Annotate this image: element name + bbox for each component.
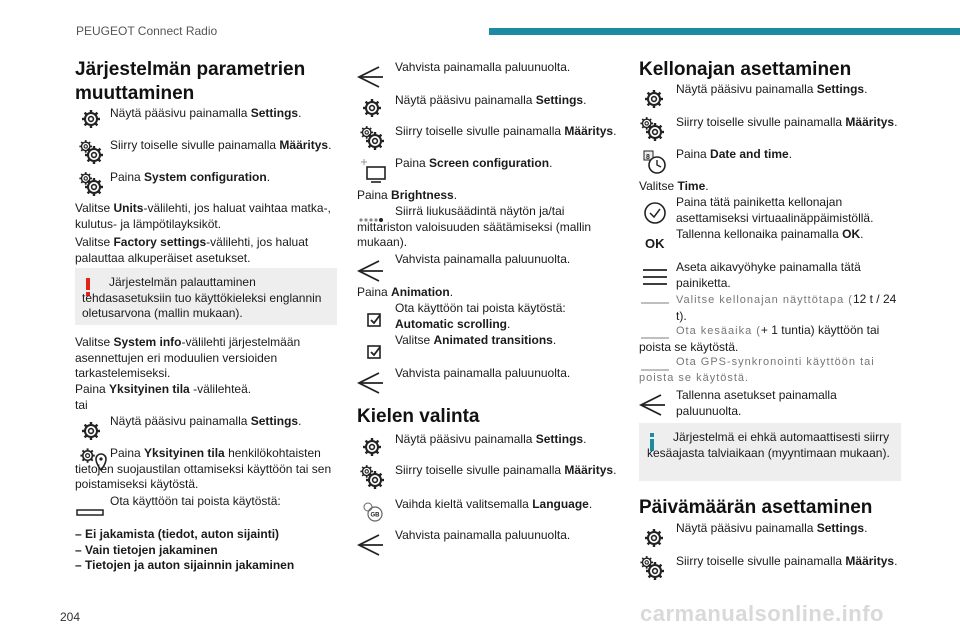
header-accent-bar <box>489 28 960 35</box>
info-text: Järjestelmä ei ehkä automaattisesti siirry kesäajasta talviaikaan (myyntimaan mukaan). <box>647 430 890 460</box>
back-arrow-icon <box>357 368 387 398</box>
gear-icon <box>78 106 108 136</box>
gear-double-icon <box>359 124 389 154</box>
gear-double-icon <box>639 115 669 145</box>
ok-icon: OK <box>645 236 665 251</box>
gear-double-icon <box>359 463 389 493</box>
toggle-line-icon <box>639 288 669 318</box>
section-heading: Kielen valinta <box>357 406 480 427</box>
list-item: – Ei jakamista (tiedot, auton sijainti) <box>75 527 280 541</box>
running-header: PEUGEOT Connect Radio <box>76 24 218 38</box>
paragraph-private: Paina Yksityinen tila -välilehteä. <box>75 382 252 396</box>
info-note <box>639 423 901 481</box>
paragraph-time: Valitse Time. <box>639 179 709 193</box>
warning-text: Järjestelmän palauttaminen tehdasasetuksiin tuo käyttökieleksi englannin oletusarvona (mallin mukaan). <box>82 275 322 320</box>
back-arrow-icon <box>639 390 669 420</box>
paragraph-private-mode: Paina Yksityinen tila henkilökohtaisten tietojen suojaustilan ottamiseksi käyttöön tai sen poistamiseksi käytöstä. <box>75 446 332 491</box>
gear-icon <box>641 86 671 116</box>
step-bold: Määritys <box>279 138 329 152</box>
section-heading: Päivämäärän asettaminen <box>639 497 873 518</box>
step-text: Ota käyttöön tai poista käytöstä: <box>110 494 281 508</box>
paragraph-slider: Siirrä liukusäädintä näytön ja/tai mittariston valoisuuden säätämiseksi (mallin mukaan). <box>357 204 592 249</box>
gear-double-icon <box>78 138 108 168</box>
gear-icon <box>359 434 389 464</box>
gear-icon <box>359 95 389 125</box>
svg-text:8: 8 <box>646 154 650 161</box>
section-heading: Järjestelmän parametrien muuttaminen <box>75 59 306 104</box>
gear-double-icon <box>78 170 108 200</box>
clock-edit-icon <box>641 199 671 229</box>
paragraph-units: Valitse Units-välilehti, jos haluat vaihtaa matka-, kulutus- ja lämpötilayksiköt. <box>75 201 331 231</box>
paragraph-dst: Ota kesäaika (+ 1 tuntia) käyttöön tai poista se käytöstä. <box>639 323 880 354</box>
paragraph-or: tai <box>75 398 88 412</box>
paragraph-factory: Valitse Factory settings-välilehti, jos haluat palauttaa alkuperäiset asetukset. <box>75 235 309 265</box>
back-arrow-icon <box>357 530 387 560</box>
gear-icon <box>78 418 108 448</box>
back-arrow-icon <box>357 256 387 286</box>
calendar-clock-icon <box>641 147 671 177</box>
warning-note <box>75 268 337 325</box>
checkbox-icon <box>359 337 389 367</box>
step-text: Näytä pääsivu painamalla <box>110 106 251 120</box>
list-item: – Tietojen ja auton sijainnin jakaminen <box>75 558 295 572</box>
list-item: – Vain tietojen jakaminen <box>75 542 218 557</box>
paragraph-brightness: Paina Brightness. <box>357 188 458 202</box>
paragraph-animation: Paina Animation. <box>357 285 454 299</box>
checkbox-icon <box>359 305 389 335</box>
step-text: Paina <box>110 170 145 184</box>
gear-double-icon <box>639 554 669 584</box>
watermark: carmanualsonline.info <box>640 601 884 626</box>
language-flag-icon <box>359 497 389 527</box>
paragraph-system-info: Valitse System info-välilehti järjestelmään asennettujen eri moduulien versioiden tarkastelemiseksi. <box>75 335 301 380</box>
svg-text:GB: GB <box>370 512 380 519</box>
page-number: 204 <box>60 610 81 624</box>
screen-brightness-icon <box>359 156 389 186</box>
step-text: Siirry toiselle sivulle painamalla <box>110 138 280 152</box>
toggle-icon <box>75 498 105 528</box>
paragraph-gps: Ota GPS-synkronointi käyttöön tai poista se käytöstä. <box>639 356 875 384</box>
step-text: Vahvista painamalla paluunuolta. <box>395 60 571 74</box>
section-heading: Kellonajan asettaminen <box>639 59 852 80</box>
step-bold: Settings <box>250 106 299 120</box>
back-arrow-icon <box>357 62 387 92</box>
gear-icon <box>641 525 671 555</box>
step-bold: System configuration <box>144 170 267 184</box>
sharing-options-list <box>75 527 345 574</box>
